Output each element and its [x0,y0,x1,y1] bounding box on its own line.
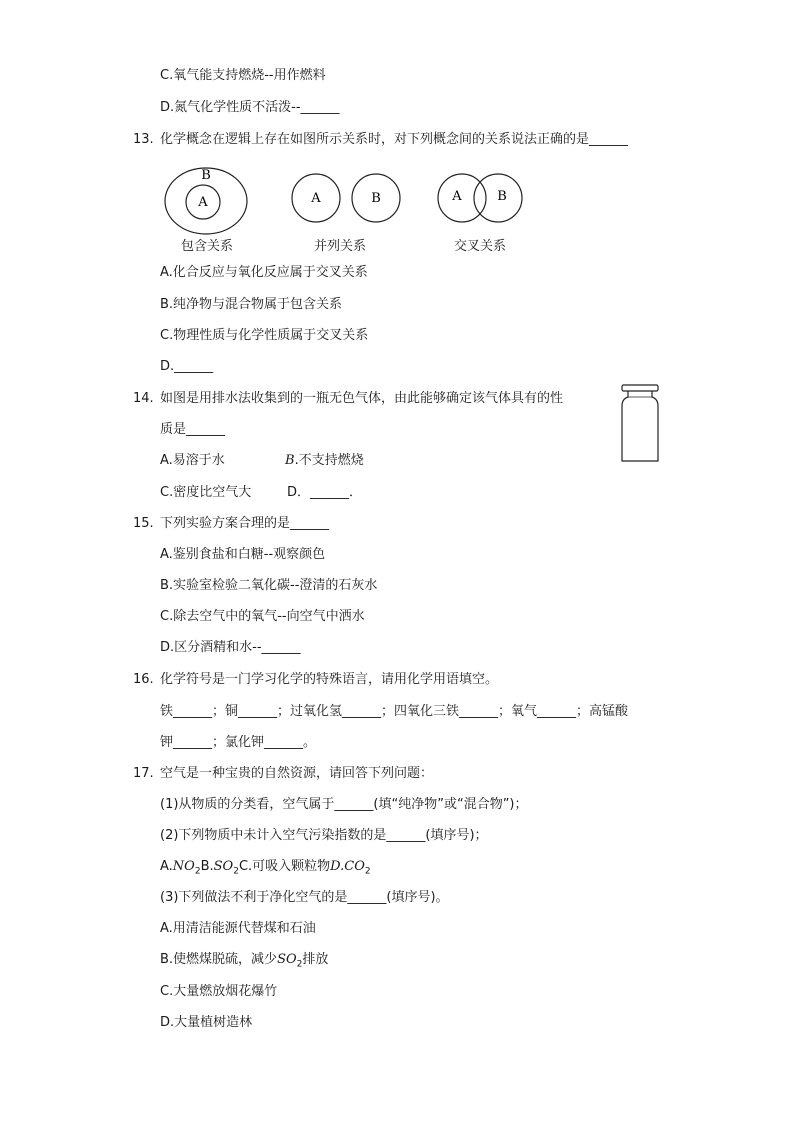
q13-number: 13. [133,132,154,147]
inclusion-caption: 包含关系 [181,239,234,254]
q14-option-c: C.密度比空气大 [160,485,252,500]
q15-option-b: B.实验室检验二氧化碳--澄清的石灰水 [160,578,378,593]
q15-option-d: D.区分酒精和水--______ [160,640,301,655]
q17-part-2-options [160,858,371,881]
q17-p2-b-prefix: B. [200,859,214,874]
intersect-diagram [438,174,522,222]
q17-option-b [160,951,328,974]
q16-fill-line-1: 铁______；铜______；过氧化氢______；四氧化三铁______；氧气______；高锰酸 [160,704,629,719]
q16-fill-line-2: 钾______；氯化钾______。 [160,735,317,750]
q17-option-d: D.大量植树造林 [160,1015,253,1030]
q14-option-b-letter: B [285,453,295,468]
inclusion-outer-label: B [201,168,211,183]
q17-stem: 空气是一种宝贵的自然资源，请回答下列问题： [160,766,434,781]
q17-p2-b-sub: 2 [233,866,239,877]
gas-bottle-figure [618,384,662,464]
q16-number: 16. [133,672,154,687]
q15-stem: 下列实验方案合理的是______ [160,516,330,531]
intersect-right-label: B [497,189,507,204]
q17-option-b-post: 排放 [302,952,329,967]
q14-option-b-text: .不支持燃烧 [294,453,364,468]
parallel-right-label: B [371,191,381,206]
q12-option-d: D.氮气化学性质不活泼--______ [160,100,340,115]
parallel-left-label: A [311,191,321,206]
q17-number: 17. [133,766,154,781]
q14-option-a: A.易溶于水 [160,453,225,468]
parallel-caption: 并列关系 [314,239,367,254]
q13-option-c: C.物理性质与化学性质属于交叉关系 [160,328,369,343]
q17-p2-c-text: C.可吸入颗粒物 [238,859,331,874]
q17-option-a: A.用清洁能源代替煤和石油 [160,921,316,936]
q17-option-b-sub: 2 [296,959,303,970]
inclusion-inner-label: A [198,195,208,210]
q17-option-b-formula: SO [277,952,297,967]
q17-p2-a-sub: 2 [194,866,201,877]
q12-option-c: C.氧气能支持燃烧--用作燃料 [160,68,326,83]
intersect-left-label: A [452,189,462,204]
inclusion-diagram [165,168,247,234]
q17-part-2: (2)下列物质中未计入空气污染指数的是______(填序号)； [160,828,488,843]
q17-part-3: (3)下列做法不利于净化空气的是______(填序号)。 [160,890,449,905]
q17-option-c: C.大量燃放烟花爆竹 [160,984,278,999]
q14-option-d: D．______． [287,485,363,500]
q13-stem: 化学概念在逻辑上存在如图所示关系时，对下列概念间的关系说法正确的是______ [160,132,629,147]
q15-option-c: C.除去空气中的氧气--向空气中洒水 [160,609,365,624]
q13-option-b: B.纯净物与混合物属于包含关系 [160,297,343,312]
concept-relation-diagram [150,162,550,242]
q14-stem-line-2: 质是______ [160,422,226,437]
q14-stem-line-1: 如图是用排水法收集到的一瓶无色气体，由此能够确定该气体具有的性 [160,391,564,406]
q16-stem: 化学符号是一门学习化学的特殊语言，请用化学用语填空。 [160,672,499,687]
q17-p2-a-formula: NO [172,859,195,874]
q17-p2-d-sub: 2 [364,866,371,877]
q13-option-d: D.______ [160,359,214,374]
q17-part-1: (1)从物质的分类看，空气属于______(填“纯净物”或“混合物”)； [160,797,528,812]
q15-option-a: A.鉴别食盐和白糖--观察颜色 [160,547,326,562]
q17-p2-b-formula: SO [213,859,234,874]
q15-number: 15. [133,516,154,531]
q13-option-a: A.化合反应与氧化反应属于交叉关系 [160,265,368,280]
q17-option-b-pre: B.使燃煤脱硫，减少 [160,952,278,967]
q17-p2-d-formula: D.CO [330,859,365,874]
q14-number: 14. [133,391,154,406]
q17-p2-a-prefix: A. [160,859,173,874]
parallel-diagram [292,174,400,222]
q14-option-b [285,452,364,470]
intersect-caption: 交叉关系 [454,239,507,254]
